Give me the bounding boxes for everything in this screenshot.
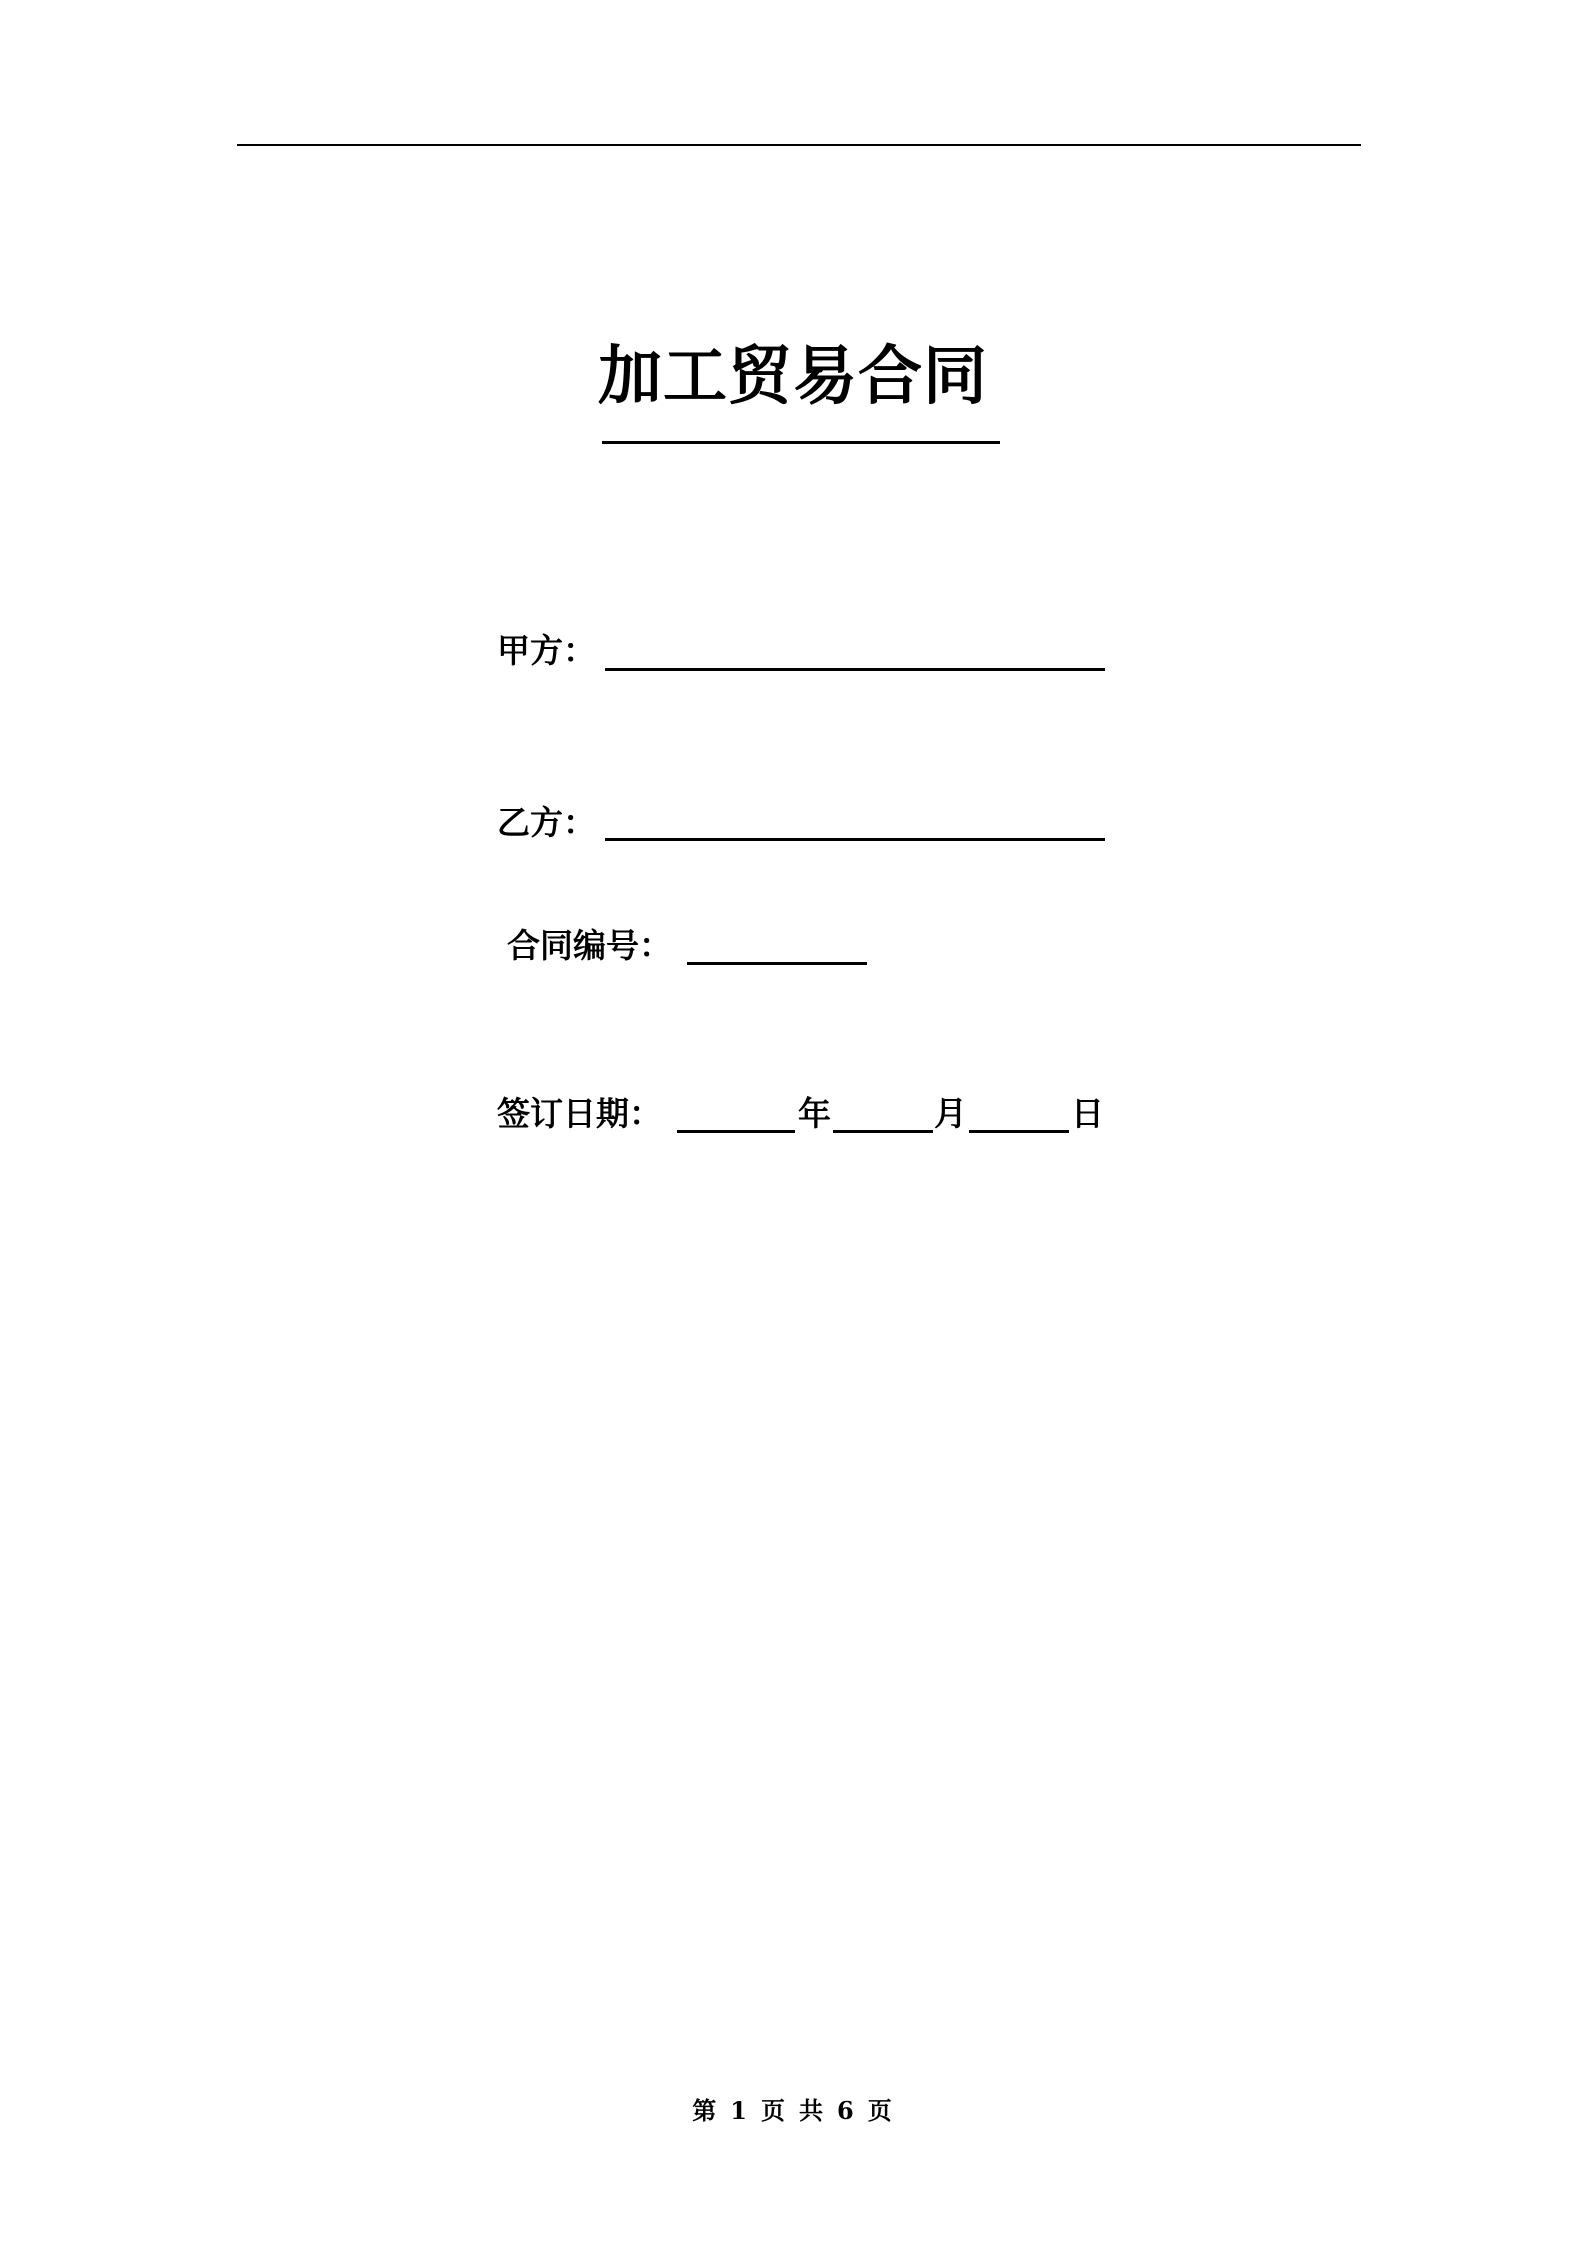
- party-a-label: 甲方：: [497, 631, 596, 670]
- footer-total-pages: 6: [837, 2096, 856, 2125]
- contract-no-field[interactable]: [687, 962, 867, 965]
- contract-title: 加工贸易合同: [598, 340, 988, 414]
- header-rule: [237, 144, 1361, 146]
- day-label: 日: [1071, 1094, 1104, 1133]
- month-field[interactable]: [833, 1130, 933, 1133]
- footer-current-page: 1: [730, 2096, 749, 2125]
- day-field[interactable]: [969, 1130, 1069, 1133]
- year-field[interactable]: [677, 1130, 795, 1133]
- footer-total-word: 共: [799, 2096, 825, 2125]
- footer-suffix: 页: [867, 2096, 894, 2125]
- footer-prefix: 第: [692, 2096, 719, 2125]
- year-label: 年: [798, 1094, 831, 1133]
- party-b-label: 乙方：: [497, 803, 596, 842]
- party-b-field[interactable]: [605, 838, 1105, 841]
- footer-page-word: 页: [761, 2096, 787, 2125]
- month-label: 月: [934, 1094, 967, 1133]
- page-number-footer: [0, 2096, 1586, 2125]
- party-a-field[interactable]: [605, 668, 1105, 671]
- title-underline: [602, 441, 1000, 444]
- signing-date-label: 签订日期：: [497, 1094, 662, 1133]
- contract-no-label: 合同编号：: [507, 926, 672, 965]
